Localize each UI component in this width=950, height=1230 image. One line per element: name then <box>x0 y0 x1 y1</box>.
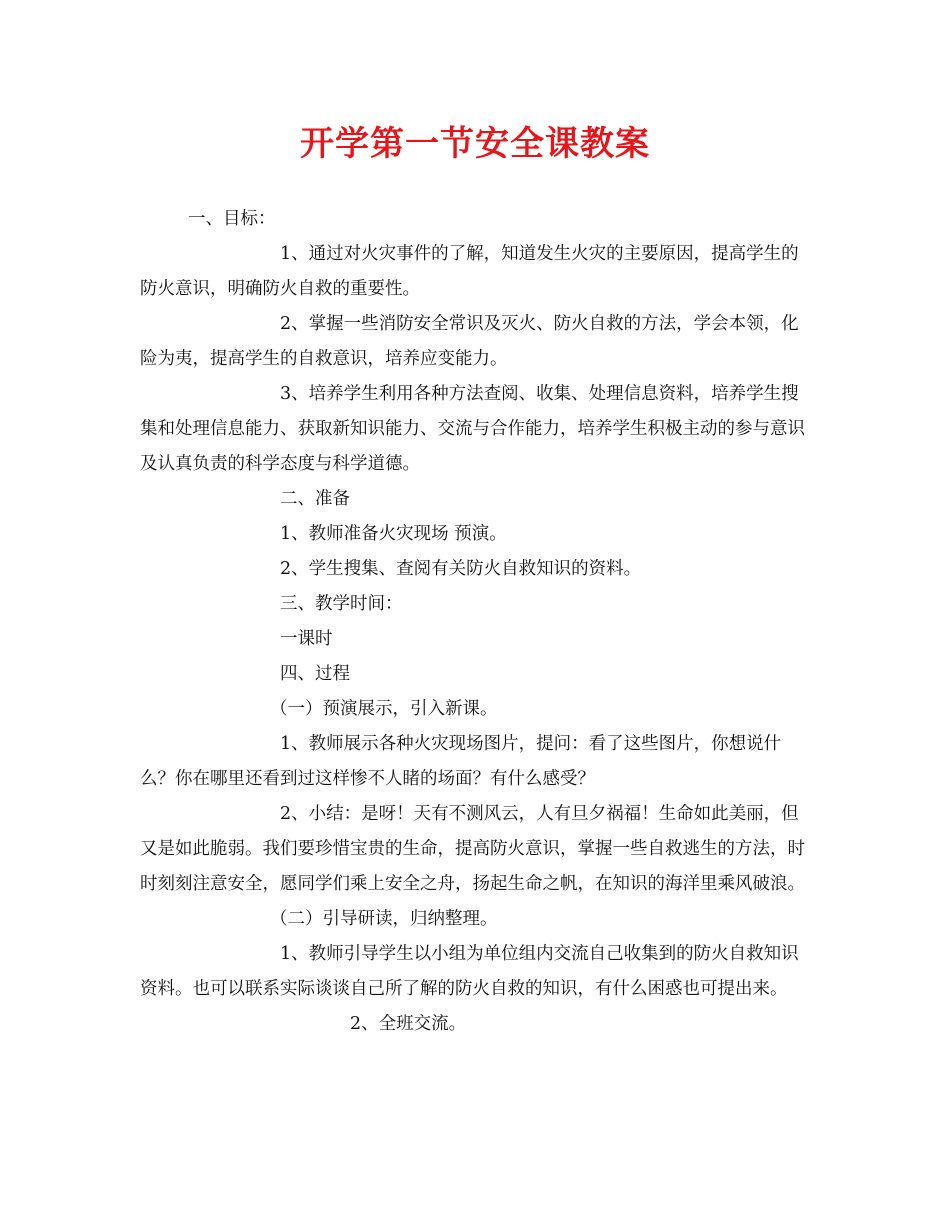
paragraph: 一课时 <box>280 629 333 649</box>
paragraph: 2、小结：是呀！天有不测风云，人有旦夕祸福！生命如此美丽，但又是如此脆弱。我们要珍惜宝贵的生命，提高防火意识，掌握一些自救逃生的方法，时时刻刻注意安全，愿同学们乘上安全之舟，扬起生命之帆，在知识的海洋里乘风破浪。 <box>140 804 805 894</box>
paragraph: 2、掌握一些消防安全常识及灭火、防火自救的方法，学会本领，化险为夷，提高学生的自救意识，培养应变能力。 <box>140 314 799 369</box>
paragraph: 1、通过对火灾事件的了解，知道发生火灾的主要原因，提高学生的防火意识，明确防火自救的重要性。 <box>140 244 799 299</box>
document-body <box>140 202 810 1042</box>
paragraph: 1、教师引导学生以小组为单位组内交流自己收集到的防火自救知识资料。也可以联系实际谈谈自己所了解的防火自救的知识，有什么困惑也可提出来。 <box>140 944 799 999</box>
paragraph: 3、培养学生利用各种方法查阅、收集、处理信息资料，培养学生搜集和处理信息能力、获取新知识能力、交流与合作能力，培养学生积极主动的参与意识及认真负责的科学态度与科学道德。 <box>140 384 805 474</box>
paragraph: 1、教师展示各种火灾现场图片，提问：看了这些图片，你想说什么？你在哪里还看到过这样惨不人睹的场面？有什么感受？ <box>140 734 782 789</box>
subsection-heading: （二）引导研读，归纳整理。 <box>270 909 498 929</box>
paragraph: 2、全班交流。 <box>350 1014 467 1034</box>
document-title: 开学第一节安全课教案 <box>300 124 650 164</box>
subsection-heading: （一）预演展示，引入新课。 <box>270 699 498 719</box>
section-heading-process: 四、过程 <box>280 664 350 684</box>
section-heading-time: 三、教学时间： <box>280 594 403 614</box>
section-heading-goals: 一、目标： <box>188 209 276 229</box>
paragraph: 1、教师准备火灾现场 预演。 <box>280 524 507 544</box>
section-heading-preparation: 二、准备 <box>280 489 350 509</box>
paragraph: 2、学生搜集、查阅有关防火自救知识的资料。 <box>280 559 642 579</box>
